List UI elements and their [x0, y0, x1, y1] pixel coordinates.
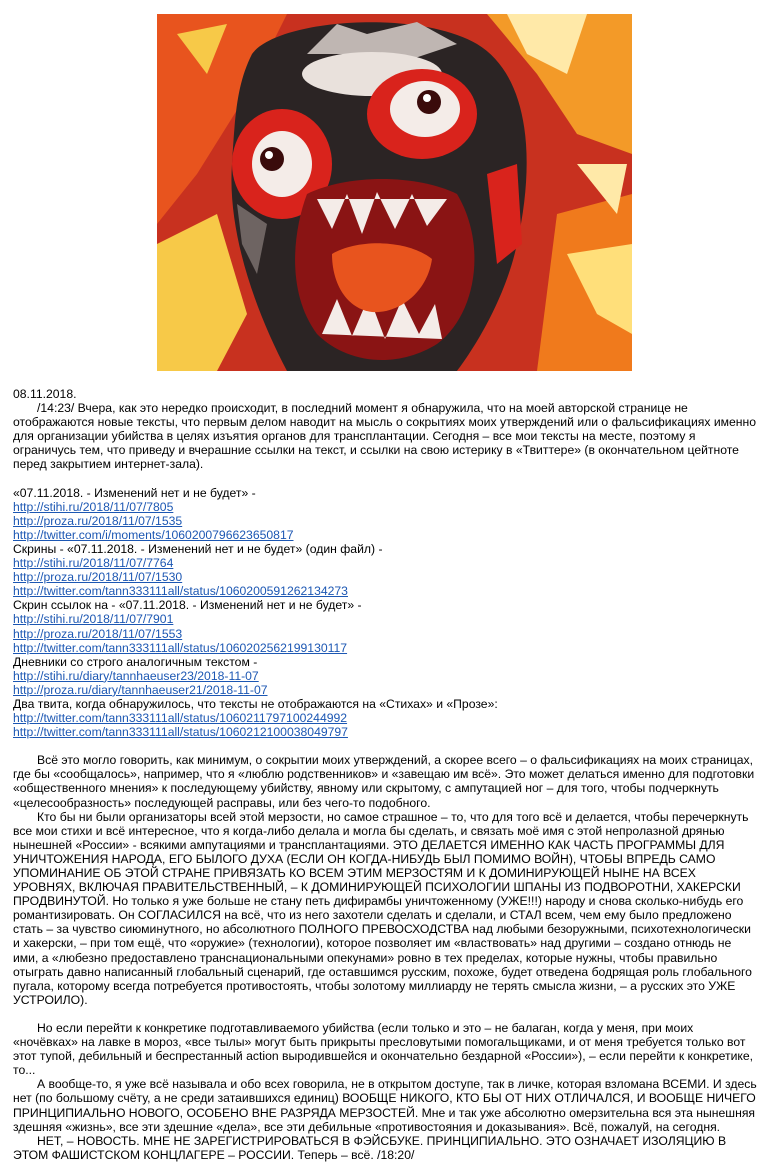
link[interactable]: http://stihi.ru/2018/11/07/7805: [13, 499, 174, 514]
body-paragraph: Кто бы ни были организаторы всей этой мерзости, но самое страшное – то, что для того всё и делается, чтобы перечеркнуть все мои стихи и всё интересное, что я когда-либо делала и могла бы сделать, и связать моё имя с этой непролазной дрянью нынешней «России» - всякими ампутациями и трансплантациями. ЭТО ДЕЛАЕТСЯ ИМЕННО КАК ЧАСТЬ ПРОГРАММЫ ДЛЯ УНИЧТОЖЕНИЯ НАРОДА, ЕГО БЫЛОГО ДУХА (ЕСЛИ ОН КОГДА-НИБУДЬ БЫЛ ПОМИМО ВОЙН), ЧТОБЫ ВПРЕДЬ САМО УПОМИНАНИЕ ОБ ЭТОЙ СТРАНЕ ПРИВЯЗАТЬ КО ВСЕМ ЭТИМ МЕРЗОСТЯМ И К ДОМИНИРУЮЩЕЙ НЫНЕ НА ВСЕХ УРОВНЯХ, ВКЛЮЧАЯ ПРАВИТЕЛЬСТВЕННЫЙ, – К ДОМИНИРУЮЩЕЙ ПСИХОЛОГИИ ШПАНЫ ИЗ ПОДВОРОТНИ, ХАКЕРСКИ ПРОДВИНУТОЙ. Но только я уже больше не стану петь дифирамбы уничтоженному (УЖЕ!!!) народу и снова сколько-нибудь его романтизировать. Он СОГЛАСИЛСЯ на всё, что из него захотели сделать и сделали, и СТАЛ всем, чем ему было предложено стать – за чувство сиюминутного, но абсолютного ПОЛНОГО ПРЕВОСХОДСТВА над любыми безоружными, психотехнологически и хакерски, – при том ещё, что «оружие» (технологии), которое позволяет им «властвовать» над другими – создано отнюдь не ими, а «любезно предоставлено транснациональными опекунами» ровно в тех пределах, которые нужны, чтобы правильно отыграть давно написанный глобальный сценарий, где оставшимся русским, похоже, будет отведена бодрящая роль глобального пугала, которому всегда потребуется противостоять, чтобы золотому миллиарду не терять смысла жизни, – а русских это УЖЕ УСТРОИЛО).: [13, 809, 752, 1007]
link[interactable]: http://proza.ru/diary/tannhaeuser21/2018-11-07: [13, 682, 268, 697]
link[interactable]: http://proza.ru/2018/11/07/1535: [13, 513, 183, 528]
body-paragraph: НЕТ, – НОВОСТЬ. МНЕ НЕ ЗАРЕГИСТРИРОВАТЬСЯ В ФЭЙСБУКЕ. ПРИНЦИПИАЛЬНО. ЭТО ОЗНАЧАЕТ ИЗОЛЯЦИЮ В ЭТОМ ФАШИСТСКОМ КОНЦЛАГЕРЕ – РОССИИ. Теперь – всё. /18:20/: [13, 1133, 727, 1162]
link[interactable]: http://twitter.com/tann333111all/status/1060211797100244992: [13, 711, 348, 726]
ref-group-4-title: Дневники со строго аналогичным текстом -: [13, 654, 258, 669]
link[interactable]: http://twitter.com/tann333111all/status/1060212100038049797: [13, 725, 348, 740]
link[interactable]: http://twitter.com/tann333111all/status/1060202562199130117: [13, 640, 348, 655]
link[interactable]: http://stihi.ru/diary/tannhaeuser23/2018-11-07: [13, 668, 259, 683]
ref-group-1-title: «07.11.2018. - Изменений нет и не будет» -: [13, 485, 256, 500]
link[interactable]: http://twitter.com/tann333111all/status/1060200591262134273: [13, 584, 348, 599]
ref-group-3-title: Скрин ссылок на - «07.11.2018. - Изменений нет и не будет» -: [13, 598, 362, 613]
intro-paragraph: /14:23/ Вчера, как это нередко происходит, в последний момент я обнаружила, что на моей авторской странице не отображаются новые тексты, что первым делом наводит на мысль о сокрытиях моих утверждений или о фальсификациях именно для организации убийства в целях изъятия органов для трансплантации. Сегодня – все мои тексты на месте, поэтому я ограничусь тем, что приведу и вчерашние ссылки на текст, и ссылки на свою истерику в «Твиттере» (в окончательном цейтноте перед закрытием интернет-зала).: [13, 401, 757, 472]
link[interactable]: http://stihi.ru/2018/11/07/7764: [13, 556, 174, 571]
rage-face-illustration: [157, 14, 632, 371]
link[interactable]: http://stihi.ru/2018/11/07/7901: [13, 612, 174, 627]
date: 08.11.2018.: [13, 387, 77, 401]
body-paragraph: Но если перейти к конкретике подготавливаемого убийства (если только и это – не балаган, когда у меня, при моих «ночёвках» на лавке в мороз, «все тылы» могут быть прикрыты пресловутыми помогальщиками, и от меня требуется только вот этот тупой, дебильный и беспрестанный action выродившейся и окончательно бездарной «России»), – если перейти к конкретике, то...: [13, 1020, 754, 1078]
ref-group-2-title: Скрины - «07.11.2018. - Изменений нет и не будет» (один файл) -: [13, 541, 383, 556]
body-paragraph: Всё это могло говорить, как минимум, о сокрытии моих утверждений, а скорее всего – о фальсификациях на моих страницах, где бы «сообщалось», например, что я «люблю родственников» и «завещаю им всё». Это может делаться именно для подготовки «общественного мнения» к последующему убийству, явному или скрытому, с ампутацией ног – для того, чтобы подчеркнуть «целесообразность» последующей расправы, или без чего-то подобного.: [13, 753, 755, 810]
body-paragraph: А вообще-то, я уже всё называла и обо всех говорила, не в открытом доступе, так в личке, которая взломана ВСЕМИ. И здесь нет (по большому счёту, а не среди затаившихся единиц) ВООБЩЕ НИКОГО, КТО БЫ ОТ НИХ ОТЛИЧАЛСЯ, И ВООБЩЕ НИЧЕГО ПРИНЦИПИАЛЬНО НОВОГО, ОСОБЕНО ВНЕ РАЗРЯДА МЕРЗОСТЕЙ. Мне и так уже абсолютно омерзительна вся эта нынешняя здешняя «жизнь», все эти здешние «дела», все эти дебильные «противостояния и доказывания». Всё, пожалуй, на сегодня.: [13, 1077, 757, 1134]
link[interactable]: http://proza.ru/2018/11/07/1530: [13, 570, 183, 585]
article-text: [13, 387, 757, 1162]
link[interactable]: http://twitter.com/i/moments/1060200796623650817: [13, 527, 294, 542]
ref-group-5-title: Два твита, когда обнаружилось, что тексты не отображаются на «Стихах» и «Прозе»:: [13, 696, 498, 711]
link[interactable]: http://proza.ru/2018/11/07/1553: [13, 626, 183, 641]
